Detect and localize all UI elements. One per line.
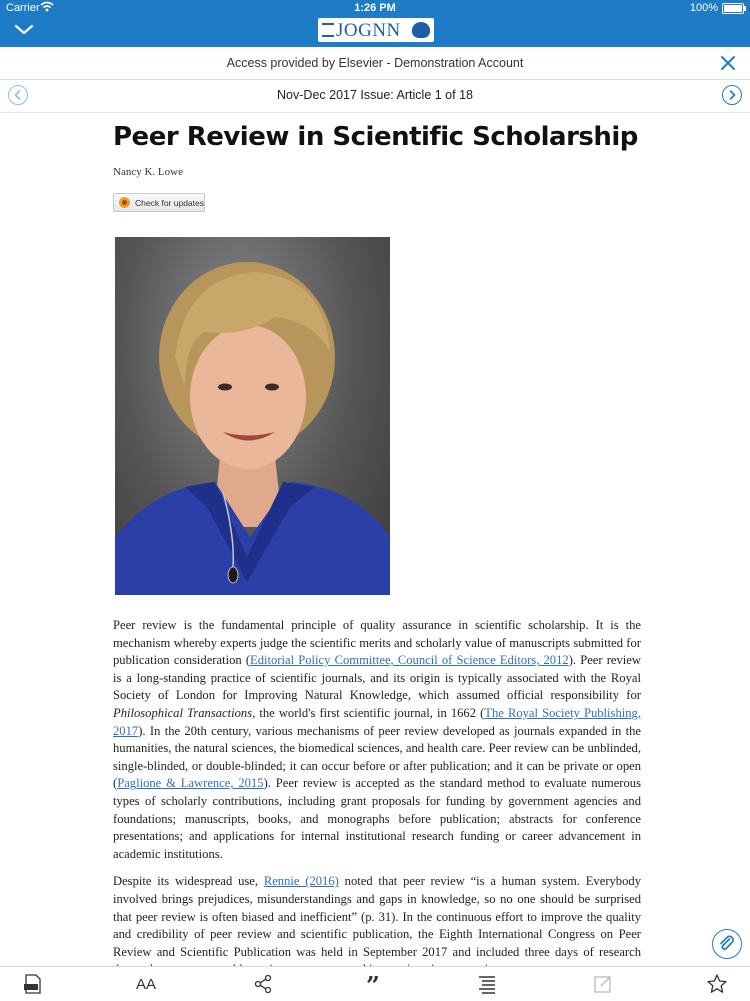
top-bar bbox=[0, 0, 750, 47]
cite-button[interactable] bbox=[366, 971, 388, 1000]
author-photo bbox=[115, 237, 390, 595]
bottom-toolbar bbox=[0, 966, 750, 1001]
citation-link[interactable]: Rennie (2016) bbox=[263, 874, 339, 889]
chevron-right-icon bbox=[723, 86, 741, 104]
close-banner-button[interactable] bbox=[718, 53, 738, 73]
bookmark-button[interactable] bbox=[706, 973, 728, 995]
font-size-button[interactable] bbox=[136, 976, 164, 998]
logo-emblem-icon bbox=[412, 22, 430, 38]
article-body bbox=[113, 617, 641, 989]
access-text: Access provided by Elsevier - Demonstration Account bbox=[226, 56, 524, 70]
article-title: Peer Review in Scientific Scholarship bbox=[113, 122, 638, 152]
status-bar bbox=[0, 0, 750, 16]
paragraph-2: Despite its widespread use, Rennie (2016) noted that peer review “is a human system. Everybody involved brings prejudices, misunderstandings and gaps in knowledge, so no one should be surprised that peer review is often biased and inefficient” (p. 31). In the continuous effort to improve the quality and credibility of peer review and scientific publication, the Eighth International Congress on Peer Review and Scientific Publication was held in September 2017 and included three days of research bbox=[113, 874, 641, 959]
edit-note-icon bbox=[592, 973, 614, 995]
journal-logo bbox=[318, 18, 434, 42]
logo-mark-icon bbox=[322, 23, 334, 37]
next-article-button[interactable] bbox=[722, 85, 742, 105]
share-button[interactable] bbox=[252, 973, 274, 995]
carrier-label: Carrier bbox=[6, 2, 40, 14]
check-for-updates-label: Check for updates bbox=[135, 198, 204, 208]
check-for-updates-button[interactable] bbox=[113, 193, 205, 212]
citation-link[interactable]: Paglione & Lawrence, 2015 bbox=[117, 776, 264, 791]
star-icon bbox=[706, 973, 728, 995]
access-banner bbox=[0, 47, 750, 80]
close-icon bbox=[718, 53, 738, 73]
battery-icon bbox=[722, 3, 744, 14]
author-portrait-image bbox=[115, 237, 390, 595]
notes-button[interactable] bbox=[592, 973, 614, 995]
collapse-chevron-button[interactable] bbox=[12, 20, 36, 40]
citation-link[interactable]: The Royal Society Publishing, 2017 bbox=[113, 705, 641, 738]
share-icon bbox=[252, 973, 274, 995]
paperclip-icon bbox=[713, 930, 740, 957]
paragraph-1: Peer review is the fundamental principle of quality assurance in scientific scholarship. It is the mechanism whereby experts judge the scientific merits and scholarly value of manuscripts submitted for publication consideration (Editorial Policy Committee, Council of Science Editors, 2012). Peer review is a long-standing practice of scientific journals, and its origin is typically associated with the Royal Society of London for Improving Natural Knowledge, which assumed official responsibility for Philosophical Transactions, the world's first scientific journal, in 1662 (The Royal Society Publishing, 2017). In the 20th century, various mechanisms of peer review developed as journals expanded in the humanities, the natural sciences, the biomedical sciences, and health care. Peer review can be unblinded, single-blinded, or double-blinded; it can occur before or after publication; and it can be private or open (Paglione & Lawrence, 2015). Peer review is accepted as the standard method to evaluate numerous types of scholarly contributions, including grant proposals for funding by government agencies and foundations; manuscripts, books, and monographs before publication; abstracts for conference presentations; and applications for internal institutional research funding or career advancement in academic institutions. bbox=[113, 618, 641, 861]
quote-icon: ” bbox=[366, 971, 380, 1000]
outline-button[interactable] bbox=[476, 973, 498, 995]
crossmark-icon bbox=[119, 197, 130, 208]
issue-label: Nov-Dec 2017 Issue: Article 1 of 18 bbox=[277, 88, 473, 102]
outline-list-icon bbox=[476, 973, 498, 995]
citation-link[interactable]: Editorial Policy Committee, Council of Science Editors, 2012 bbox=[250, 653, 569, 668]
pdf-button[interactable] bbox=[22, 973, 44, 995]
attachments-button[interactable] bbox=[712, 929, 742, 959]
logo-text: JOGNN bbox=[336, 20, 401, 41]
clock: 1:26 PM bbox=[354, 2, 396, 14]
font-size-icon: AA bbox=[136, 976, 157, 993]
issue-navigation bbox=[0, 80, 750, 113]
battery-percent: 100% bbox=[689, 2, 718, 14]
article-author: Nancy K. Lowe bbox=[113, 166, 183, 178]
chevron-down-icon bbox=[12, 20, 36, 40]
pdf-icon bbox=[22, 973, 44, 995]
